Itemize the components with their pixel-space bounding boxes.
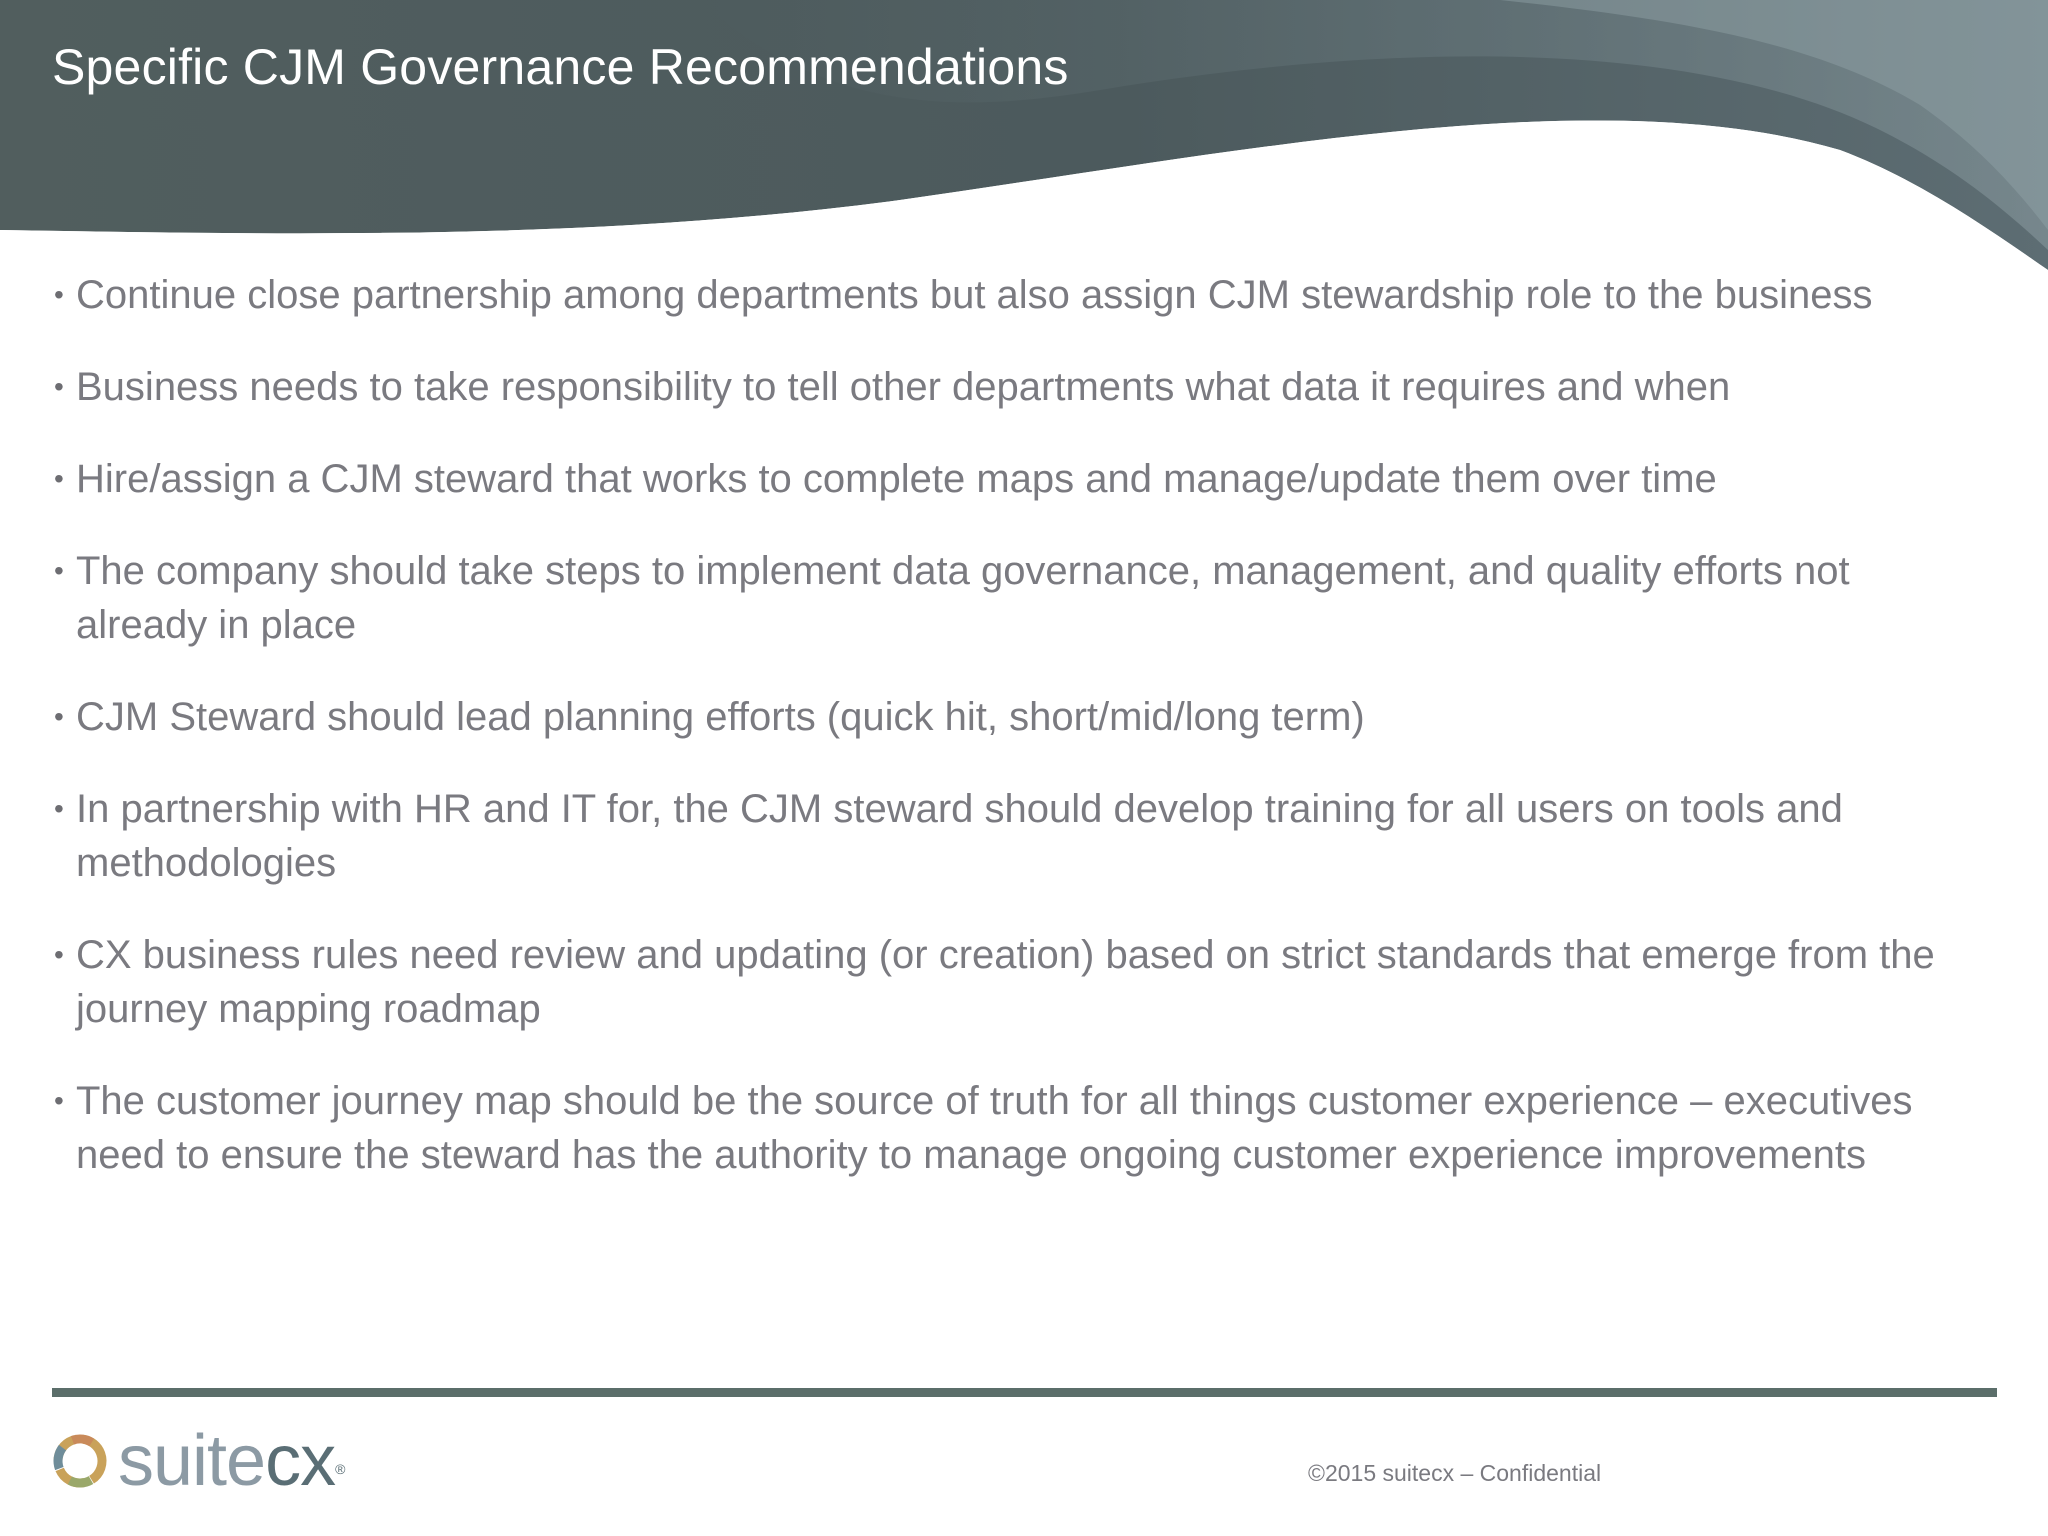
logo-word-cx: cx — [265, 1421, 336, 1501]
page-title: Specific CJM Governance Recommendations — [52, 39, 1069, 95]
list-item — [52, 268, 1982, 322]
suitecx-logo-mark-icon — [50, 1431, 110, 1491]
bullet-icon: • — [54, 793, 64, 824]
list-item — [52, 690, 1982, 744]
logo-wordmark — [118, 1421, 345, 1501]
footer-divider — [52, 1388, 1997, 1397]
list-item — [52, 452, 1982, 506]
copyright-notice: ©2015 suitecx – Confidential — [1308, 1460, 1602, 1486]
list-item-text: CX business rules need review and updating (or creation) based on strict standards that emerge from the journey mapping roadmap — [76, 933, 1935, 1031]
list-item — [52, 360, 1982, 414]
list-item-text: The company should take steps to implement data governance, management, and quality efforts not already in place — [76, 549, 1850, 647]
suitecx-logo — [50, 1421, 345, 1501]
bullet-icon: • — [54, 701, 64, 732]
list-item — [52, 544, 1982, 652]
list-item-text: Hire/assign a CJM steward that works to complete maps and manage/update them over time — [76, 457, 1717, 501]
bullet-icon: • — [54, 371, 64, 402]
list-item — [52, 928, 1982, 1036]
registered-mark: ® — [335, 1461, 345, 1477]
bullet-icon: • — [54, 555, 64, 586]
list-item-text: In partnership with HR and IT for, the CJM steward should develop training for all users on tools and methodologies — [76, 787, 1843, 885]
recommendation-list — [52, 268, 1982, 1220]
header-banner — [0, 0, 2048, 290]
list-item-text: Continue close partnership among departments but also assign CJM stewardship role to the business — [76, 273, 1873, 317]
logo-word-suite: suite — [118, 1421, 266, 1501]
list-item — [52, 782, 1982, 890]
list-item-text: The customer journey map should be the source of truth for all things customer experience – executives need to ensure the steward has the authority to manage ongoing customer experience improvements — [76, 1079, 1913, 1177]
bullet-icon: • — [54, 279, 64, 310]
bullet-icon: • — [54, 463, 64, 494]
bullet-icon: • — [54, 939, 64, 970]
list-item-text: Business needs to take responsibility to tell other departments what data it requires and when — [76, 365, 1731, 409]
bullet-icon: • — [54, 1085, 64, 1116]
list-item-text: CJM Steward should lead planning efforts (quick hit, short/mid/long term) — [76, 695, 1365, 739]
list-item — [52, 1074, 1982, 1182]
